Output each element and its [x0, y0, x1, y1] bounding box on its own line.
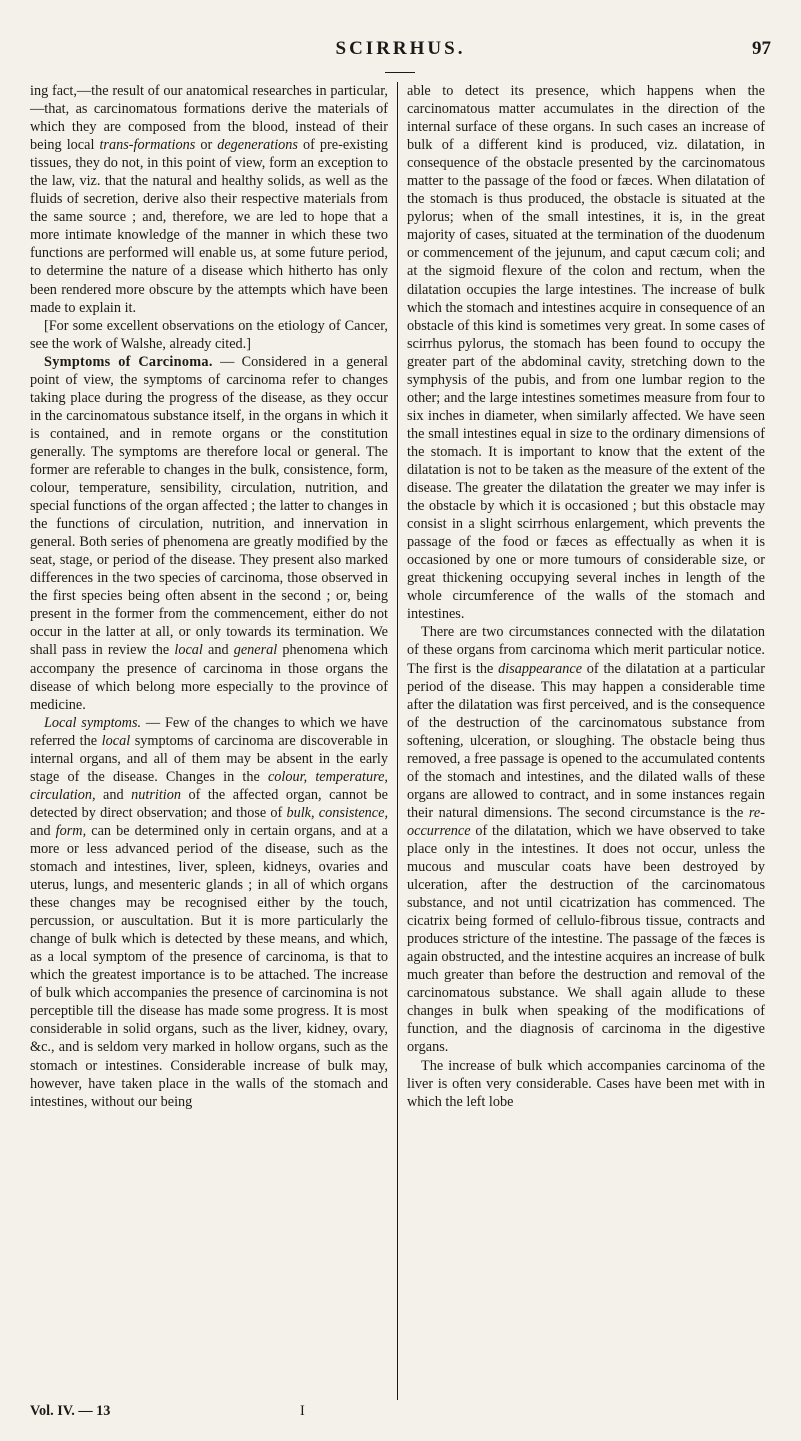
- running-title: SCIRRHUS.: [335, 38, 466, 59]
- right-column: [407, 82, 765, 1111]
- page-header: [0, 38, 801, 68]
- page-number: 97: [752, 38, 771, 59]
- signature-line: [30, 1403, 390, 1420]
- paragraph: ing fact,—the result of our anatomical researches in particular,—that, as carcinomatous formations derive the materials of which they are composed from the blood, instead of their being local trans-formations or degenerations of pre-existing tissues, they do not, in this point of view, form an exception to the law, viz. that the natural and healthy solids, as well as the fluids of secretion, derive also their respective materials from the same source ; and, therefore, we are led to hope that a more intimate knowledge of the manner in which these two functions are performed will enable us, at some future period, to determine the nature of a disease which hitherto has only been rendered more obscure by the attempts which have been made to explain it.: [30, 83, 388, 316]
- text-columns: [30, 82, 775, 1402]
- paragraph: able to detect its presence, which happens when the carcinomatous matter accumulates in the direction of the internal surface of these organs. In such cases an increase of bulk of a different kind is produced, viz. dilatation, in consequence of the obstacle presented by the carcinomatous matter to the passage of the food or fæces. When dilatation of the stomach is thus produced, the obstacle is situated at the pylorus; when of the small intestines, it is, in the great majority of cases, situated at the termination of the duodenum or commencement of the jejunum, and caput cæcum coli; and at the sigmoid flexure of the colon and rectum, when the dilatation occupies the large intestines. The increase of bulk which the stomach and intestines acquire in consequence of an obstacle of this kind is sometimes very great. In some cases of scirrhus pylorus, the stomach has been found to occupy the greater part of the abdominal cavity, stretching down to the symphysis of the pubis, and from one lumbar region to the other; and the large intestines sometimes measure from four to six inches in diameter, when similarly affected. We have seen the small intestines equal in size to the ordinary dimensions of the stomach. It is important to know that the extent of the dilatation is not to be taken as the measure of the extent of the disease. The greater the dilatation the greater we may infer is the obstacle by which it is occasioned ; but this obstacle may consist in a slight scirrhous enlargement, which prevents the passage of the food or fæces as effectually as when it is occasioned by one or more tumours of considerable size, or great thickening occupying several inches in length of the whole circumference of the walls of the stomach and intestines.: [407, 83, 765, 623]
- section-heading: Symptoms of Carcinoma.: [44, 353, 213, 370]
- paragraph: There are two circumstances connected with the dilatation of these organs from carcinoma which merit particular notice. The first is the disappearance of the dilatation at a particular period of the disease. This may happen a considerable time after the dilatation was first perceived, and is the consequence of the destruction of the carcinomatous substance from softening, ulceration, or sloughing. The obstacle being thus removed, a free passage is opened to the accumulated contents of the stomach and intestines, and the dilated walls of these organs are allowed to contract, and in some instances regain their natural dimensions. The second circumstance is the re-occurrence of the dilatation, which we have observed to take place only in the intestines. It does not occur, unless the mucous and muscular coats have been destroyed by ulceration, after the destruction of the carcinomatous substance, and not until cicatrization has commenced. The cicatrix being formed of cellulo-fibrous tissue, contracts and produces stricture of the intestine. The passage of the fæces is again obstructed, and the intestine acquires an increase of bulk much greater than before the destruction and removal of the carcinomatous substance. We shall again allude to these changes in bulk when speaking of the modifications of function, and the diagnosis of carcinoma in the digestive organs.: [407, 624, 765, 1056]
- paragraph: Local symptoms. — Few of the changes to which we have referred the local symptoms of carcinoma are discoverable in internal organs, and all of them may be absent in the early stage of the disease. Changes in the colour, temperature, circulation, and nutrition of the affected organ, cannot be detected by direct observation; and those of bulk, consistence, and form, can be determined only in certain organs, and at a more or less advanced period of the disease, such as the stomach and intestines, liver, spleen, kidneys, ovaries and uterus, lungs, and mesenteric glands ; in all of which organs these changes may be recognised either by the touch, percussion, or auscultation. But it is more particularly the change of bulk which is detected by these means, and which, as a local symptom of the presence of carcinoma, is that to which the greatest importance is to be attached. The increase of bulk which accompanies the presence of carcinomina is not perceptible till the disease has made some progress. It is most considerable in solid organs, such as the liver, kidney, ovary, &c., and is seldom very marked in hollow organs, such as the stomach or intestines. Considerable increase of bulk may, however, have taken place in the walls of the stomach and intestines, without our being: [30, 714, 389, 1110]
- paragraph: [For some excellent observations on the etiology of Cancer, see the work of Walshe, already cited.]: [30, 317, 388, 352]
- header-ornament: [385, 72, 415, 73]
- left-column: [30, 82, 388, 1111]
- signature-mark: I: [300, 1403, 305, 1419]
- column-divider: [397, 82, 398, 1400]
- section-heading: Local symptoms.: [44, 714, 142, 731]
- volume-signature: Vol. IV. — 13: [30, 1403, 111, 1419]
- paragraph: The increase of bulk which accompanies carcinoma of the liver is often very considerable. Cases have been met with in which the left lobe: [407, 1057, 765, 1110]
- paragraph: Symptoms of Carcinoma. — Considered in a general point of view, the symptoms of carcinoma refer to changes taking place during the progress of the disease, as they occur in the carcinomatous substance itself, in the organs in which it is contained, and in remote organs or the constitution generally. The symptoms are therefore local or general. The former are referable to changes in the bulk, consistence, form, colour, temperature, sensibility, circulation, nutrition, and special functions of the organ affected ; the latter to changes in the functions of circulation, nutrition, and innervation in general. Both series of phenomena are greatly modified by the seat, stage, or period of the disease. They present also marked differences in the two species of carcinoma, those observed in the first species being often absent in the second ; or, being present in the former from the commencement, either do not occur in the latter at all, or only towards its termination. We shall pass in review the local and general phenomena which accompany the presence of carcinoma in those organs the disease of which belong more especially to the province of medicine.: [30, 353, 389, 713]
